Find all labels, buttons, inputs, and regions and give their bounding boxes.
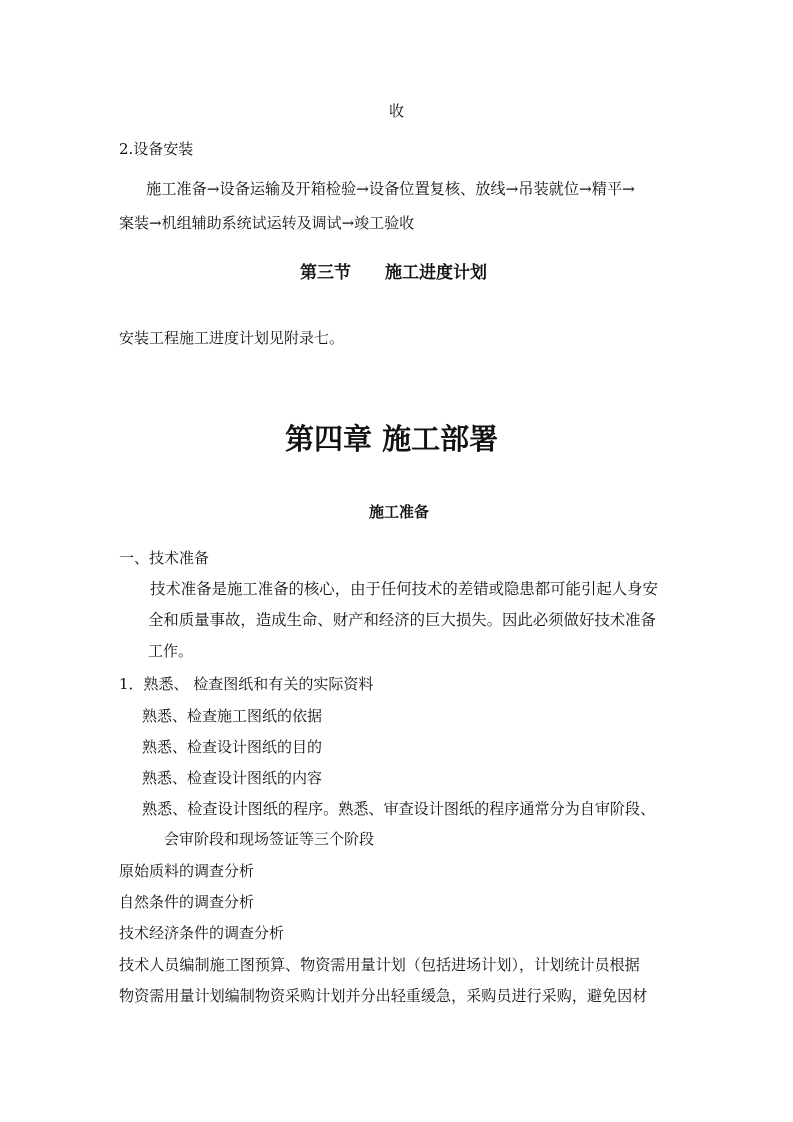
list-item: 熟悉、检查施工图纸的依据 bbox=[142, 707, 323, 725]
text-line: 自然条件的调查分析 bbox=[119, 893, 255, 911]
section-heading: 一、技术准备 bbox=[119, 549, 210, 567]
paragraph-line: 技术准备是施工准备的核心，由于任何技术的差错或隐患都可能引起人身安 bbox=[150, 580, 658, 598]
subsection-title: 第三节 施工进度计划 bbox=[300, 263, 487, 283]
paragraph-line: 案装→机组辅助系统试运转及调试→竣工验收 bbox=[119, 214, 415, 232]
text-line: 技术经济条件的调查分析 bbox=[119, 924, 285, 942]
section-title: 施工准备 bbox=[369, 503, 430, 521]
section-heading: 2.设备安装 bbox=[119, 140, 194, 158]
paragraph-line: 施工准备→设备运输及开箱检验→设备位置复核、放线→吊装就位→精平→ bbox=[146, 180, 635, 198]
list-heading: 1．熟悉、 检查图纸和有关的实际资料 bbox=[119, 675, 374, 693]
list-item: 熟悉、检查设计图纸的程序。熟悉、审查设计图纸的程序通常分为自审阶段、 bbox=[142, 800, 656, 818]
paragraph-line: 工作。 bbox=[148, 642, 194, 660]
text-line: 原始质料的调查分析 bbox=[119, 862, 255, 880]
list-item-continuation: 会审阶段和现场签证等三个阶段 bbox=[164, 830, 375, 848]
paragraph-line: 安装工程施工进度计划见附录七。 bbox=[119, 329, 345, 347]
paragraph-line: 技术人员编制施工图预算、物资需用量计划（包括进场计划），计划统计员根据 bbox=[119, 956, 640, 974]
chapter-title: 第四章 施工部署 bbox=[285, 422, 499, 456]
text-line: 收 bbox=[389, 102, 405, 120]
list-item: 熟悉、检查设计图纸的内容 bbox=[142, 769, 323, 787]
list-item: 熟悉、检查设计图纸的目的 bbox=[142, 738, 323, 756]
paragraph-line: 全和质量事故，造成生命、财产和经济的巨大损失。因此必须做好技术准备 bbox=[148, 611, 656, 629]
paragraph-line: 物资需用量计划编制物资采购计划并分出轻重缓急，采购员进行采购，避免因材 bbox=[119, 987, 648, 1005]
